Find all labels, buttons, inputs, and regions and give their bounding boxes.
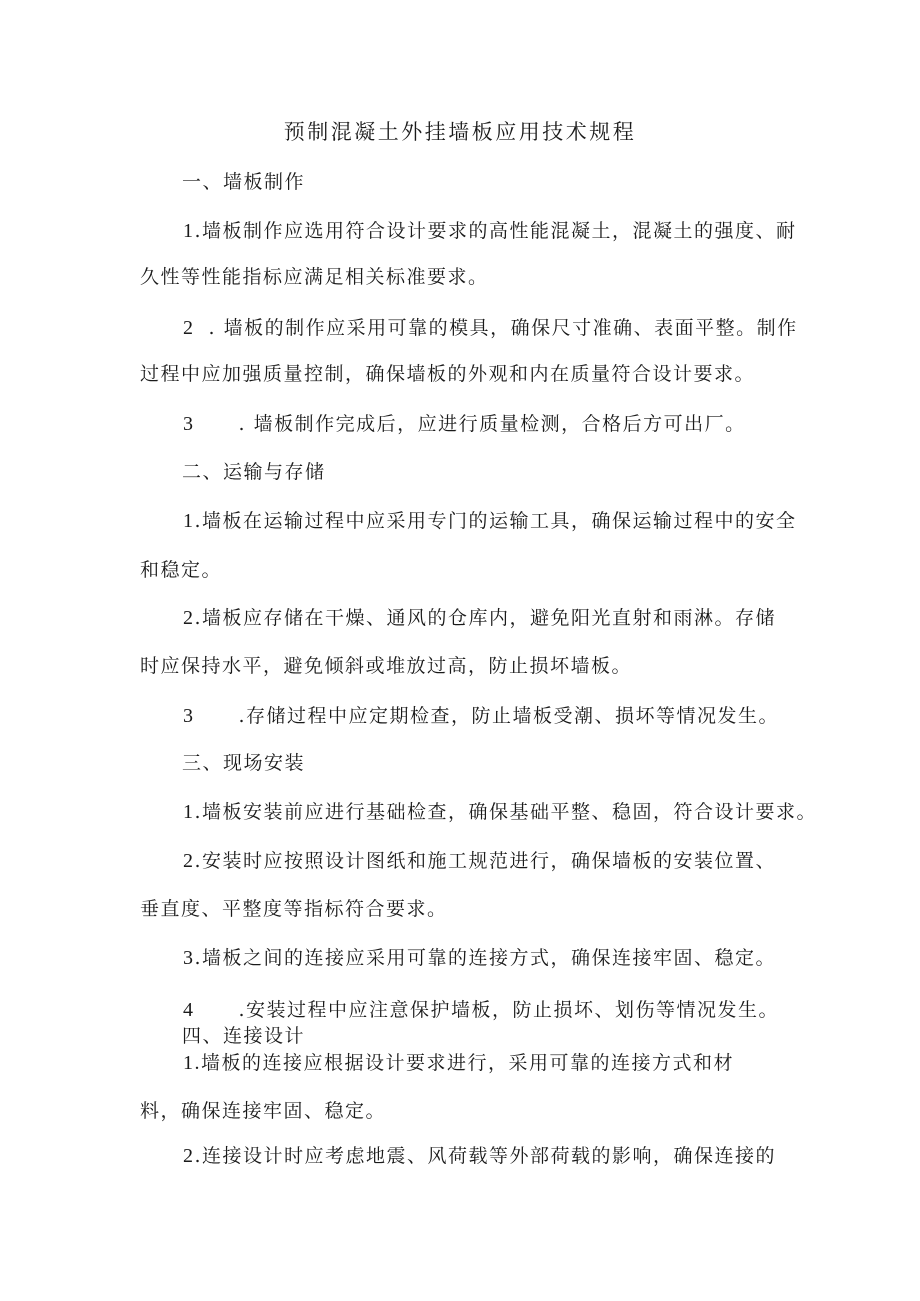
item-number: 1 — [183, 510, 195, 532]
list-item — [183, 800, 817, 824]
item-continuation: 垂直度、平整度等指标符合要求。 — [140, 898, 448, 920]
item-text: .墙板之间的连接应采用可靠的连接方式，确保连接牢固、稳定。 — [194, 947, 777, 969]
item-text: .墙板应存储在干燥、通风的仓库内，避免阳光直射和雨淋。存储 — [194, 607, 777, 629]
item-text: .安装时应按照设计图纸和施工规范进行，确保墙板的安装位置、 — [194, 850, 777, 872]
item-text: .墙板在运输过程中应采用专门的运输工具，确保运输过程中的安全 — [194, 510, 797, 532]
list-item — [183, 316, 798, 340]
item-number: 1. — [183, 1052, 201, 1074]
list-item — [183, 1144, 776, 1168]
list-item — [183, 1051, 734, 1075]
item-number: 1 — [183, 801, 195, 823]
item-text: .安装过程中应注意保护墙板，防止损坏、划伤等情况发生。 — [238, 999, 780, 1021]
section-heading-3: 三、现场安装 — [182, 752, 306, 774]
item-number: 4 — [183, 999, 195, 1021]
list-item — [183, 998, 779, 1022]
item-number: 3 — [183, 947, 195, 969]
item-text: . 墙板制作完成后，应进行质量检测，合格后方可出厂。 — [238, 413, 746, 435]
item-number: 1 — [183, 220, 195, 242]
item-text: 墙板的连接应根据设计要求进行，采用可靠的连接方式和材 — [201, 1052, 735, 1074]
list-item — [183, 606, 776, 630]
item-continuation: 久性等性能指标应满足相关标准要求。 — [140, 266, 489, 288]
section-heading-1: 一、墙板制作 — [182, 171, 306, 193]
list-item — [183, 412, 746, 436]
item-continuation: 时应保持水平，避免倾斜或堆放过高，防止损坏墙板。 — [140, 655, 633, 677]
list-item — [183, 509, 797, 533]
item-number: 3 — [183, 705, 195, 727]
item-number: 2 — [183, 317, 195, 339]
list-item — [183, 704, 779, 728]
item-number: 2 — [183, 1145, 195, 1167]
section-heading-4: 四、连接设计 — [182, 1025, 306, 1047]
list-item — [183, 219, 797, 243]
item-number: 2 — [183, 850, 195, 872]
item-continuation: 料，确保连接牢固、稳定。 — [140, 1100, 387, 1122]
item-text: .连接设计时应考虑地震、风荷载等外部荷载的影响，确保连接的 — [194, 1145, 777, 1167]
item-text: . 墙板的制作应采用可靠的模具，确保尺寸准确、表面平整。制作 — [208, 317, 798, 339]
item-text: .墙板安装前应进行基础检查，确保基础平整、稳固，符合设计要求。 — [194, 801, 818, 823]
item-continuation: 和稳定。 — [140, 559, 223, 581]
item-text: .存储过程中应定期检查，防止墙板受潮、损坏等情况发生。 — [238, 705, 780, 727]
item-continuation: 过程中应加强质量控制，确保墙板的外观和内在质量符合设计要求。 — [140, 363, 756, 385]
item-number: 3 — [183, 413, 195, 435]
item-text: .墙板制作应选用符合设计要求的高性能混凝土，混凝土的强度、耐 — [194, 220, 797, 242]
section-heading-2: 二、运输与存储 — [182, 461, 326, 483]
item-number: 2 — [183, 607, 195, 629]
list-item — [183, 946, 776, 970]
document-title: 预制混凝土外挂墙板应用技术规程 — [283, 120, 637, 144]
list-item — [183, 849, 776, 873]
